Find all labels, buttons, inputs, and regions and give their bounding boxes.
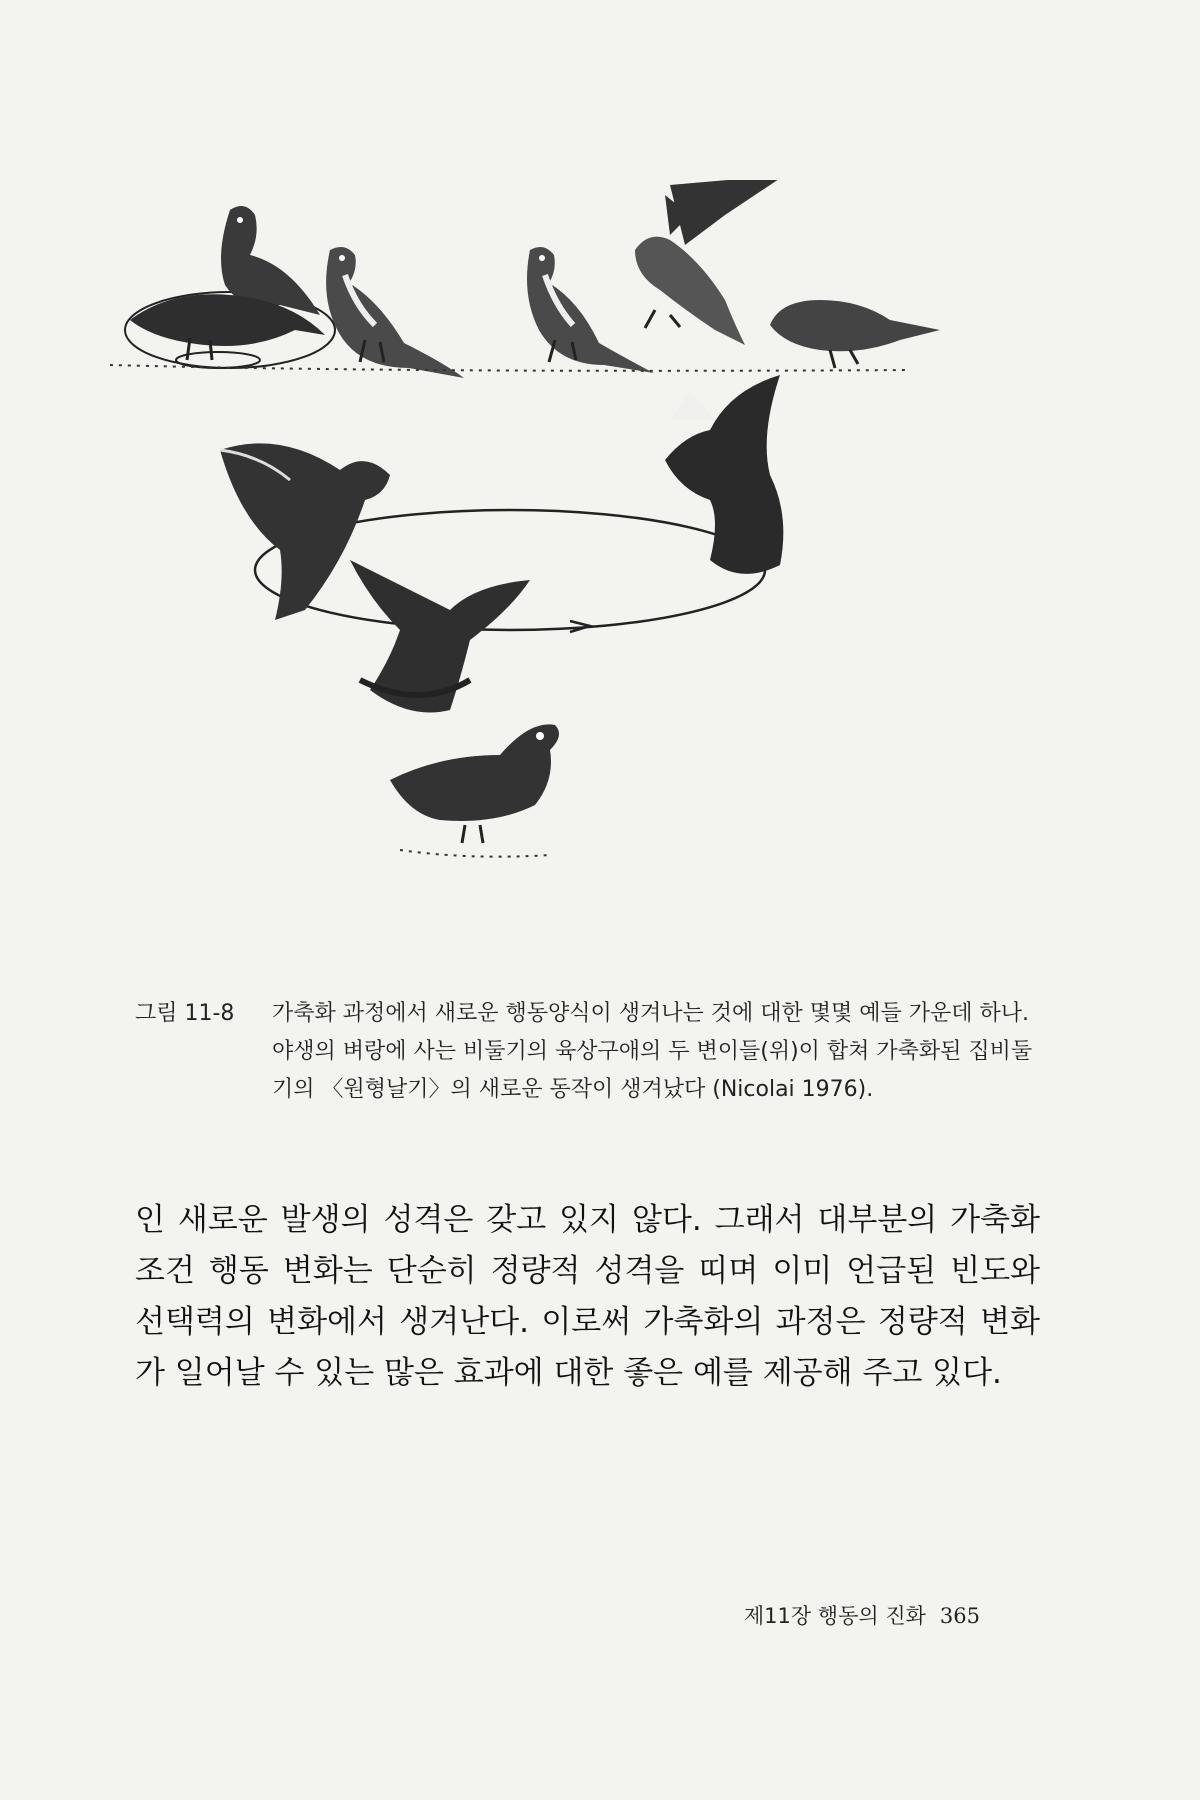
chapter-title: 제11장 행동의 진화	[743, 1604, 926, 1628]
figure-label: 그림 11-8	[135, 1001, 235, 1026]
figure-caption-text: 가축화 과정에서 새로운 행동양식이 생겨나는 것에 대한 몇몇 예들 가운데 하나. 야생의 벼랑에 사는 비둘기의 육상구애의 두 변이들(위)이 합쳐 가축화된 집비둘기의 〈원형날기〉의 새로운 동작이 생겨났다 (Nicolai 1976).	[272, 1001, 1033, 1102]
pigeon-group-left	[125, 206, 335, 368]
pigeon-flying-left	[220, 443, 390, 620]
pigeon-feeding	[770, 300, 940, 368]
body-paragraph: 인 새로운 발생의 성격은 갖고 있지 않다. 그래서 대부분의 가축화 조건 행동 변화는 단순히 정량적 성격을 띠며 이미 언급된 빈도와 선택력의 변화에서 생겨난다. 이로써 가축화의 과정은 정량적 변화가 일어날 수 있는 많은 효과에 대한 좋은 예를 제공해 주고 있다.	[135, 1202, 1040, 1391]
page-footer	[700, 1600, 980, 1630]
pigeon-wings-raised	[635, 180, 785, 345]
pigeon-standing-1	[326, 247, 464, 378]
page-number: 365	[939, 1604, 980, 1628]
pigeon-standing-2	[527, 247, 654, 373]
domestic-pigeon	[390, 724, 559, 856]
pigeon-illustration	[110, 180, 1070, 960]
pigeon-flying-center	[350, 560, 530, 713]
figure-caption	[135, 995, 1035, 1109]
pigeon-flying-right	[665, 375, 783, 574]
